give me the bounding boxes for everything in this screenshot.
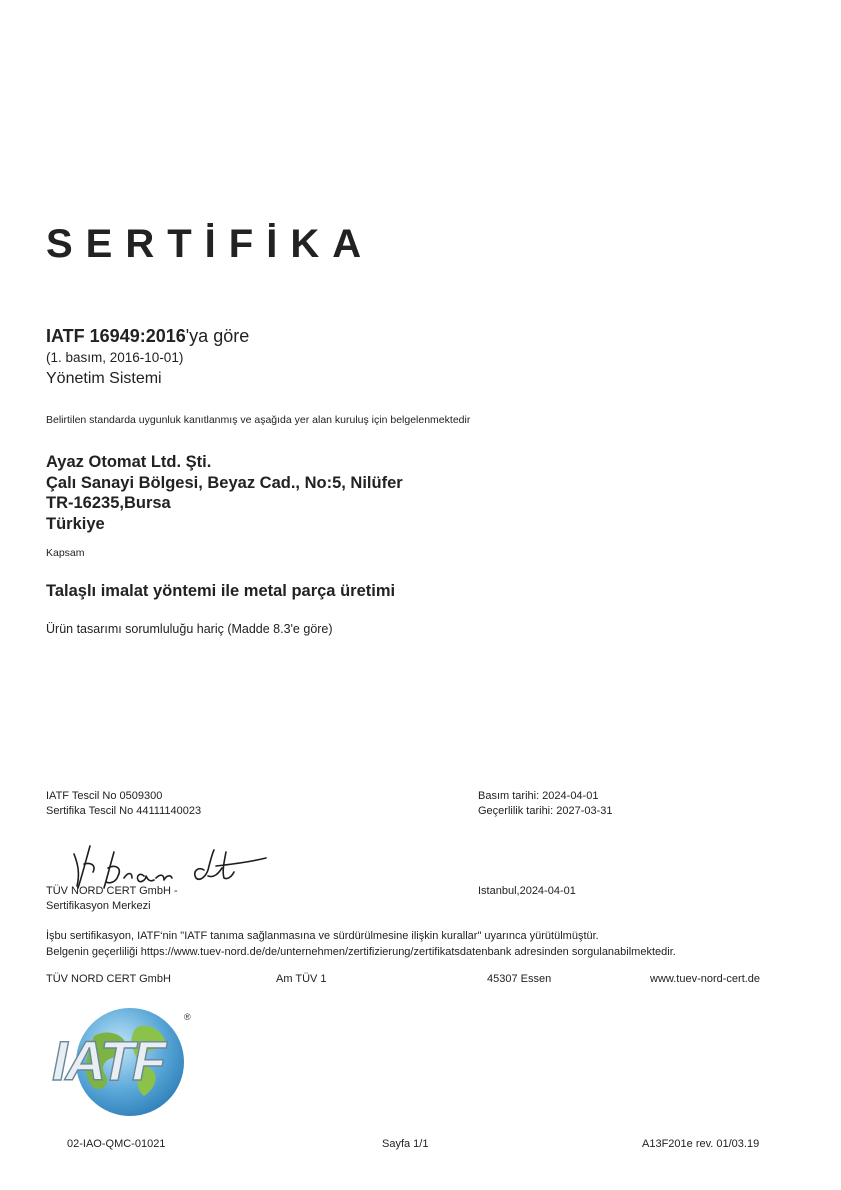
- footer-street: Am TÜV 1: [276, 973, 327, 985]
- scope-exclusion: Ürün tasarımı sorumluluğu hariç (Madde 8.3'e göre): [46, 622, 333, 636]
- organization-city: TR-16235,Bursa: [46, 494, 171, 512]
- iatf-logo: [44, 1006, 200, 1118]
- organization-address: Çalı Sanayi Bölgesi, Beyaz Cad., No:5, Nilüfer: [46, 473, 403, 492]
- document-code: 02-IAO-QMC-01021: [67, 1138, 166, 1150]
- standard-edition: (1. basım, 2016-10-01): [46, 350, 184, 365]
- standard-name: IATF 16949:2016: [46, 326, 186, 346]
- iatf-registration-no: IATF Tescil No 0509300: [46, 790, 163, 802]
- note-line-1: İşbu sertifikasyon, IATF‘nin "IATF tanıma sağlanmasına ve sürdürülmesine ilişkin kurallar" uyarınca yürütülmüştür.: [46, 930, 599, 942]
- footer-postal-city: 45307 Essen: [487, 973, 552, 985]
- management-system: Yönetim Sistemi: [46, 370, 162, 387]
- page-number: Sayfa 1/1: [382, 1138, 429, 1150]
- footer-website: www.tuev-nord-cert.de: [650, 973, 761, 985]
- validity-note: [46, 928, 676, 960]
- scope-label: Kapsam: [46, 547, 85, 559]
- form-revision: A13F201e rev. 01/03.19: [642, 1138, 760, 1150]
- registered-mark: ®: [184, 1012, 191, 1022]
- validity-date: Geçerlilik tarihi: 2027-03-31: [478, 805, 613, 817]
- place-date: Istanbul,2024-04-01: [478, 885, 576, 897]
- organization-name: Ayaz Otomat Ltd. Şti.: [46, 453, 212, 471]
- issue-date: Basım tarihi: 2024-04-01: [478, 790, 599, 802]
- logo-text: IATF: [52, 1029, 165, 1092]
- issuer-line-1: TÜV NORD CERT GmbH -: [46, 885, 178, 897]
- issuer-block: [46, 884, 178, 914]
- note-line-2: Belgenin geçerliliği https://www.tuev-nord.de/de/unternehmen/zertifizierung/zertifikatsdatenbank adresinden sorgulanabilmektedir.: [46, 946, 676, 958]
- standard-suffix: 'ya göre: [185, 326, 250, 346]
- dates-block: [478, 789, 613, 819]
- certificate-title: SERTİFİKA: [46, 222, 375, 266]
- standard-line: [46, 326, 249, 347]
- footer-company: TÜV NORD CERT GmbH: [46, 973, 171, 985]
- registration-block: [46, 789, 201, 819]
- organization-block: [46, 452, 403, 534]
- issuer-line-2: Sertifikasyon Merkezi: [46, 900, 151, 912]
- certificate-registration-no: Sertifika Tescil No 44111140023: [46, 805, 202, 817]
- organization-country: Türkiye: [46, 514, 105, 533]
- certification-intro: Belirtilen standarda uygunluk kanıtlanmış ve aşağıda yer alan kuruluş için belgelenmektedir: [46, 414, 471, 426]
- scope-text: Talaşlı imalat yöntemi ile metal parça üretimi: [46, 582, 396, 600]
